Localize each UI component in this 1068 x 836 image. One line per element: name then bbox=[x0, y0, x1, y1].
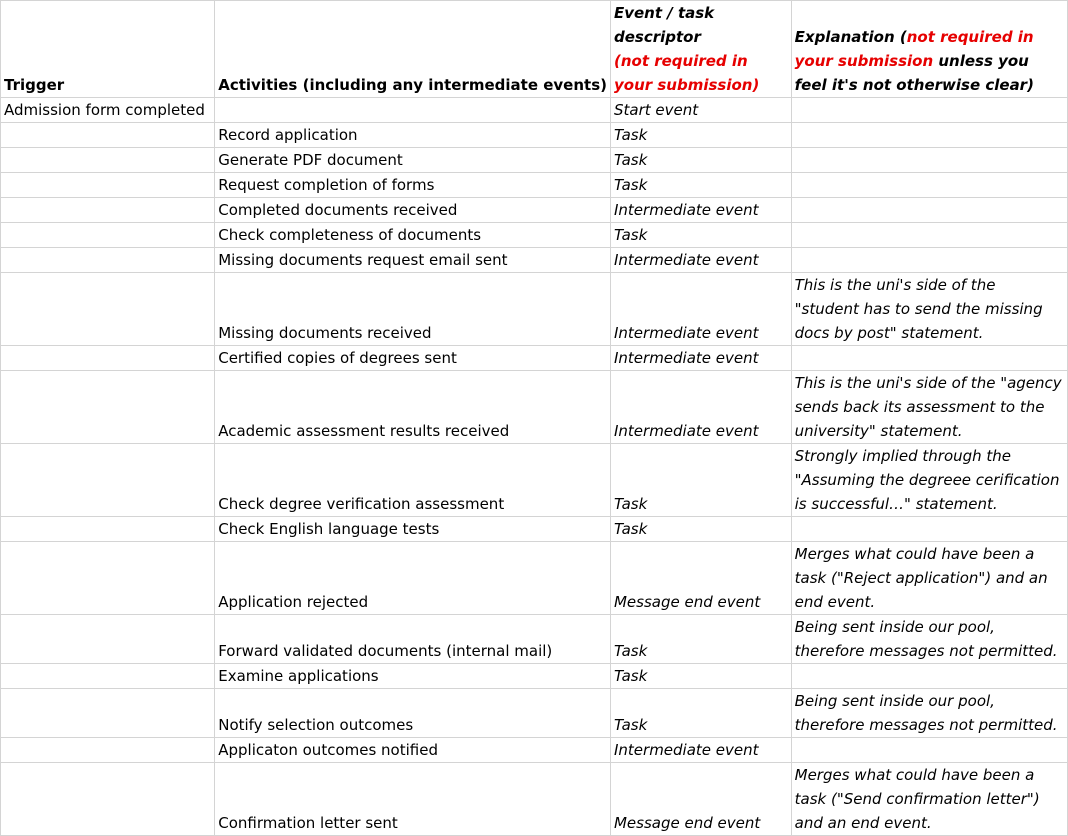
table-row bbox=[1, 371, 1068, 444]
header-activities[interactable]: Activities (including any intermediate events) bbox=[215, 1, 611, 98]
activity-cell[interactable] bbox=[215, 98, 611, 123]
descriptor-cell[interactable]: Start event bbox=[610, 98, 791, 123]
table-row bbox=[1, 123, 1068, 148]
explanation-cell[interactable] bbox=[791, 198, 1067, 223]
table-row bbox=[1, 173, 1068, 198]
activity-cell[interactable]: Missing documents request email sent bbox=[215, 248, 611, 273]
descriptor-cell[interactable]: Task bbox=[610, 689, 791, 738]
explanation-cell[interactable] bbox=[791, 98, 1067, 123]
trigger-cell[interactable] bbox=[1, 689, 215, 738]
table-row bbox=[1, 615, 1068, 664]
activity-cell[interactable]: Certified copies of degrees sent bbox=[215, 346, 611, 371]
descriptor-cell[interactable]: Intermediate event bbox=[610, 273, 791, 346]
trigger-cell[interactable] bbox=[1, 223, 215, 248]
activity-cell[interactable]: Request completion of forms bbox=[215, 173, 611, 198]
trigger-cell[interactable] bbox=[1, 738, 215, 763]
activity-cell[interactable]: Completed documents received bbox=[215, 198, 611, 223]
table-row bbox=[1, 273, 1068, 346]
trigger-cell[interactable] bbox=[1, 346, 215, 371]
trigger-cell[interactable]: Admission form completed bbox=[1, 98, 215, 123]
explanation-cell[interactable] bbox=[791, 223, 1067, 248]
activity-cell[interactable]: Check completeness of documents bbox=[215, 223, 611, 248]
descriptor-cell[interactable]: Intermediate event bbox=[610, 198, 791, 223]
descriptor-cell[interactable]: Task bbox=[610, 148, 791, 173]
trigger-cell[interactable] bbox=[1, 123, 215, 148]
activity-cell[interactable]: Check degree verification assessment bbox=[215, 444, 611, 517]
activity-cell[interactable]: Academic assessment results received bbox=[215, 371, 611, 444]
descriptor-cell[interactable]: Task bbox=[610, 615, 791, 664]
trigger-cell[interactable] bbox=[1, 763, 215, 836]
table-row bbox=[1, 148, 1068, 173]
trigger-cell[interactable] bbox=[1, 444, 215, 517]
explanation-cell[interactable] bbox=[791, 123, 1067, 148]
descriptor-cell[interactable]: Task bbox=[610, 664, 791, 689]
table-row bbox=[1, 689, 1068, 738]
explanation-note: not required in your submission bbox=[794, 28, 1034, 70]
trigger-cell[interactable] bbox=[1, 248, 215, 273]
descriptor-cell[interactable]: Task bbox=[610, 223, 791, 248]
activity-cell[interactable]: Examine applications bbox=[215, 664, 611, 689]
activity-cell[interactable]: Record application bbox=[215, 123, 611, 148]
descriptor-cell[interactable]: Message end event bbox=[610, 763, 791, 836]
trigger-cell[interactable] bbox=[1, 273, 215, 346]
explanation-cell[interactable]: Merges what could have been a task ("Reject application") and an end event. bbox=[791, 542, 1067, 615]
activity-cell[interactable]: Notify selection outcomes bbox=[215, 689, 611, 738]
activity-cell[interactable]: Generate PDF document bbox=[215, 148, 611, 173]
explanation-cell[interactable]: Merges what could have been a task ("Send confirmation letter") and an end event. bbox=[791, 763, 1067, 836]
table-row bbox=[1, 444, 1068, 517]
explanation-cell[interactable]: This is the uni's side of the "student has to send the missing docs by post" statement. bbox=[791, 273, 1067, 346]
explanation-cell[interactable] bbox=[791, 173, 1067, 198]
descriptor-cell[interactable]: Intermediate event bbox=[610, 248, 791, 273]
activity-cell[interactable]: Check English language tests bbox=[215, 517, 611, 542]
descriptor-cell[interactable]: Task bbox=[610, 173, 791, 198]
explanation-cell[interactable]: Being sent inside our pool, therefore messages not permitted. bbox=[791, 615, 1067, 664]
descriptor-cell[interactable]: Message end event bbox=[610, 542, 791, 615]
activity-cell[interactable]: Missing documents received bbox=[215, 273, 611, 346]
activity-cell[interactable]: Applicaton outcomes notified bbox=[215, 738, 611, 763]
explanation-cell[interactable] bbox=[791, 738, 1067, 763]
trigger-cell[interactable] bbox=[1, 148, 215, 173]
table-row bbox=[1, 223, 1068, 248]
trigger-cell[interactable] bbox=[1, 664, 215, 689]
descriptor-cell[interactable]: Task bbox=[610, 123, 791, 148]
table-row bbox=[1, 346, 1068, 371]
explanation-suffix: unless you feel it's not otherwise clear) bbox=[794, 52, 1034, 94]
explanation-cell[interactable] bbox=[791, 248, 1067, 273]
header-row bbox=[1, 1, 1068, 98]
trigger-cell[interactable] bbox=[1, 517, 215, 542]
explanation-cell[interactable] bbox=[791, 664, 1067, 689]
table-row bbox=[1, 517, 1068, 542]
header-descriptor[interactable] bbox=[610, 1, 791, 98]
explanation-prefix: Explanation ( bbox=[794, 28, 907, 46]
explanation-cell[interactable] bbox=[791, 517, 1067, 542]
descriptor-note: (not required in your submission) bbox=[613, 52, 760, 94]
table-row bbox=[1, 198, 1068, 223]
descriptor-prefix: Event / task descriptor bbox=[613, 4, 715, 46]
descriptor-cell[interactable]: Intermediate event bbox=[610, 346, 791, 371]
descriptor-cell[interactable]: Intermediate event bbox=[610, 738, 791, 763]
table-row bbox=[1, 248, 1068, 273]
table-row bbox=[1, 542, 1068, 615]
trigger-cell[interactable] bbox=[1, 542, 215, 615]
trigger-cell[interactable] bbox=[1, 173, 215, 198]
trigger-cell[interactable] bbox=[1, 198, 215, 223]
trigger-cell[interactable] bbox=[1, 615, 215, 664]
explanation-cell[interactable] bbox=[791, 148, 1067, 173]
table-row bbox=[1, 738, 1068, 763]
table-row bbox=[1, 664, 1068, 689]
descriptor-cell[interactable]: Task bbox=[610, 444, 791, 517]
explanation-cell[interactable]: This is the uni's side of the "agency sends back its assessment to the university" statement. bbox=[791, 371, 1067, 444]
activity-cell[interactable]: Confirmation letter sent bbox=[215, 763, 611, 836]
activity-cell[interactable]: Application rejected bbox=[215, 542, 611, 615]
header-explanation[interactable] bbox=[791, 1, 1067, 98]
table-row bbox=[1, 98, 1068, 123]
trigger-cell[interactable] bbox=[1, 371, 215, 444]
table-row bbox=[1, 763, 1068, 836]
explanation-cell[interactable]: Being sent inside our pool, therefore messages not permitted. bbox=[791, 689, 1067, 738]
header-trigger[interactable]: Trigger bbox=[1, 1, 215, 98]
descriptor-cell[interactable]: Intermediate event bbox=[610, 371, 791, 444]
activity-cell[interactable]: Forward validated documents (internal mail) bbox=[215, 615, 611, 664]
descriptor-cell[interactable]: Task bbox=[610, 517, 791, 542]
explanation-cell[interactable]: Strongly implied through the "Assuming the degreee cerification is successful…" statement. bbox=[791, 444, 1067, 517]
explanation-cell[interactable] bbox=[791, 346, 1067, 371]
